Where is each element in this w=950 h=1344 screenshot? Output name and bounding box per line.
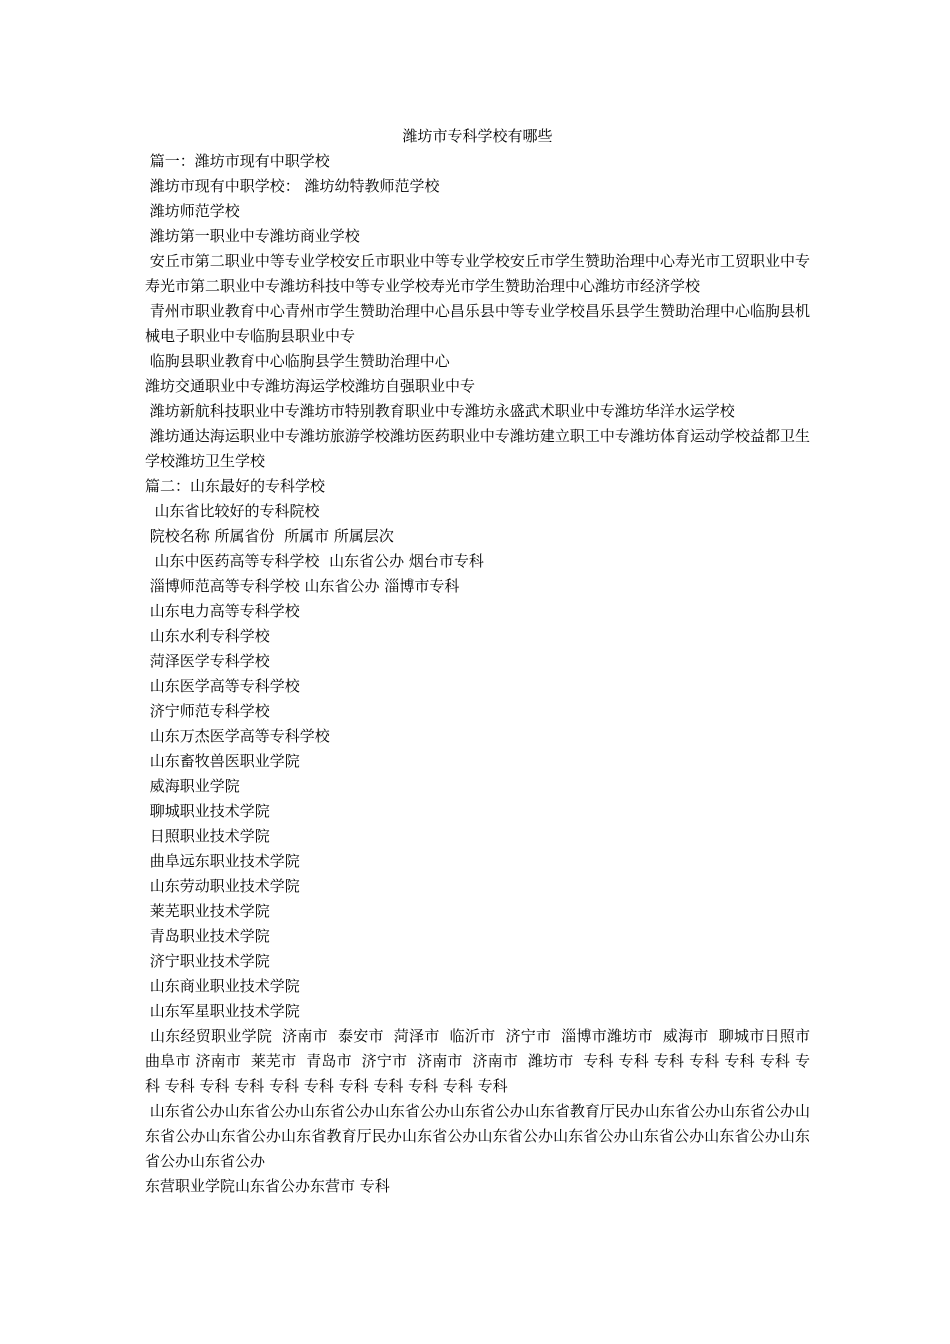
text-line: 山东中医药高等专科学校 山东省公办 烟台市专科 (145, 552, 484, 570)
text-line: 篇二：山东最好的专科学校 (145, 477, 326, 495)
text-line: 潍坊通达海运职业中专潍坊旅游学校潍坊医药职业中专潍坊建立职工中专潍坊体育运动学校益都卫生学校潍坊卫生学校 (145, 427, 810, 470)
text-line: 菏泽医学专科学校 (145, 652, 270, 670)
text-line: 东营职业学院山东省公办东营市 专科 (145, 1177, 390, 1195)
text-line: 潍坊第一职业中专潍坊商业学校 (145, 227, 360, 245)
document-title: 潍坊市专科学校有哪些 (402, 127, 553, 145)
text-line: 淄博师范高等专科学校 山东省公办 淄博市专科 (145, 577, 460, 595)
text-line: 山东省公办山东省公办山东省公办山东省公办山东省公办山东省教育厅民办山东省公办山东省公办山东省公办山东省公办山东省教育厅民办山东省公办山东省公办山东省公办山东省公办山东省公办山东省公办山东省公办 (145, 1102, 810, 1170)
text-line: 聊城职业技术学院 (145, 802, 270, 820)
text-line: 院校名称 所属省份 所属市 所属层次 (145, 527, 394, 545)
document-body (145, 149, 815, 1199)
text-line: 济宁职业技术学院 (145, 952, 270, 970)
text-line: 山东劳动职业技术学院 (145, 877, 300, 895)
text-line: 山东经贸职业学院 济南市 泰安市 菏泽市 临沂市 济宁市 淄博市潍坊市 威海市 聊城市日照市 曲阜市 济南市 莱芜市 青岛市 济宁市 济南市 济南市 潍坊市 专科 专科 专科 专科 专科 专科 专科 专科 专科 专科 专科 专科 专科 专科 专科 专科 专科 (145, 1027, 815, 1095)
text-line: 莱芜职业技术学院 (145, 902, 270, 920)
document-page (145, 124, 815, 1199)
text-line: 青岛职业技术学院 (145, 927, 270, 945)
text-line: 潍坊市现有中职学校： 潍坊幼特教师范学校 (145, 177, 440, 195)
text-line: 安丘市第二职业中等专业学校安丘市职业中等专业学校安丘市学生赞助治理中心寿光市工贸职业中专寿光市第二职业中专潍坊科技中等专业学校寿光市学生赞助治理中心潍坊市经济学校 (145, 252, 810, 295)
text-line: 临朐县职业教育中心临朐县学生赞助治理中心 (145, 352, 450, 370)
text-line: 山东医学高等专科学校 (145, 677, 300, 695)
text-line: 篇一：潍坊市现有中职学校 (145, 152, 330, 170)
text-line: 日照职业技术学院 (145, 827, 270, 845)
text-line: 山东水利专科学校 (145, 627, 270, 645)
text-line: 山东商业职业技术学院 (145, 977, 300, 995)
text-line: 山东军星职业技术学院 (145, 1002, 300, 1020)
text-line: 青州市职业教育中心青州市学生赞助治理中心昌乐县中等专业学校昌乐县学生赞助治理中心临朐县机械电子职业中专临朐县职业中专 (145, 302, 810, 345)
text-line: 山东电力高等专科学校 (145, 602, 300, 620)
text-line: 山东省比较好的专科院校 (145, 502, 320, 520)
text-line: 济宁师范专科学校 (145, 702, 270, 720)
text-line: 潍坊交通职业中专潍坊海运学校潍坊自强职业中专 (145, 377, 476, 395)
text-line: 威海职业学院 (145, 777, 240, 795)
text-line: 曲阜远东职业技术学院 (145, 852, 300, 870)
text-line: 潍坊师范学校 (145, 202, 240, 220)
text-line: 潍坊新航科技职业中专潍坊市特别教育职业中专潍坊永盛武术职业中专潍坊华洋水运学校 (145, 402, 735, 420)
text-line: 山东万杰医学高等专科学校 (145, 727, 330, 745)
text-line: 山东畜牧兽医职业学院 (145, 752, 300, 770)
